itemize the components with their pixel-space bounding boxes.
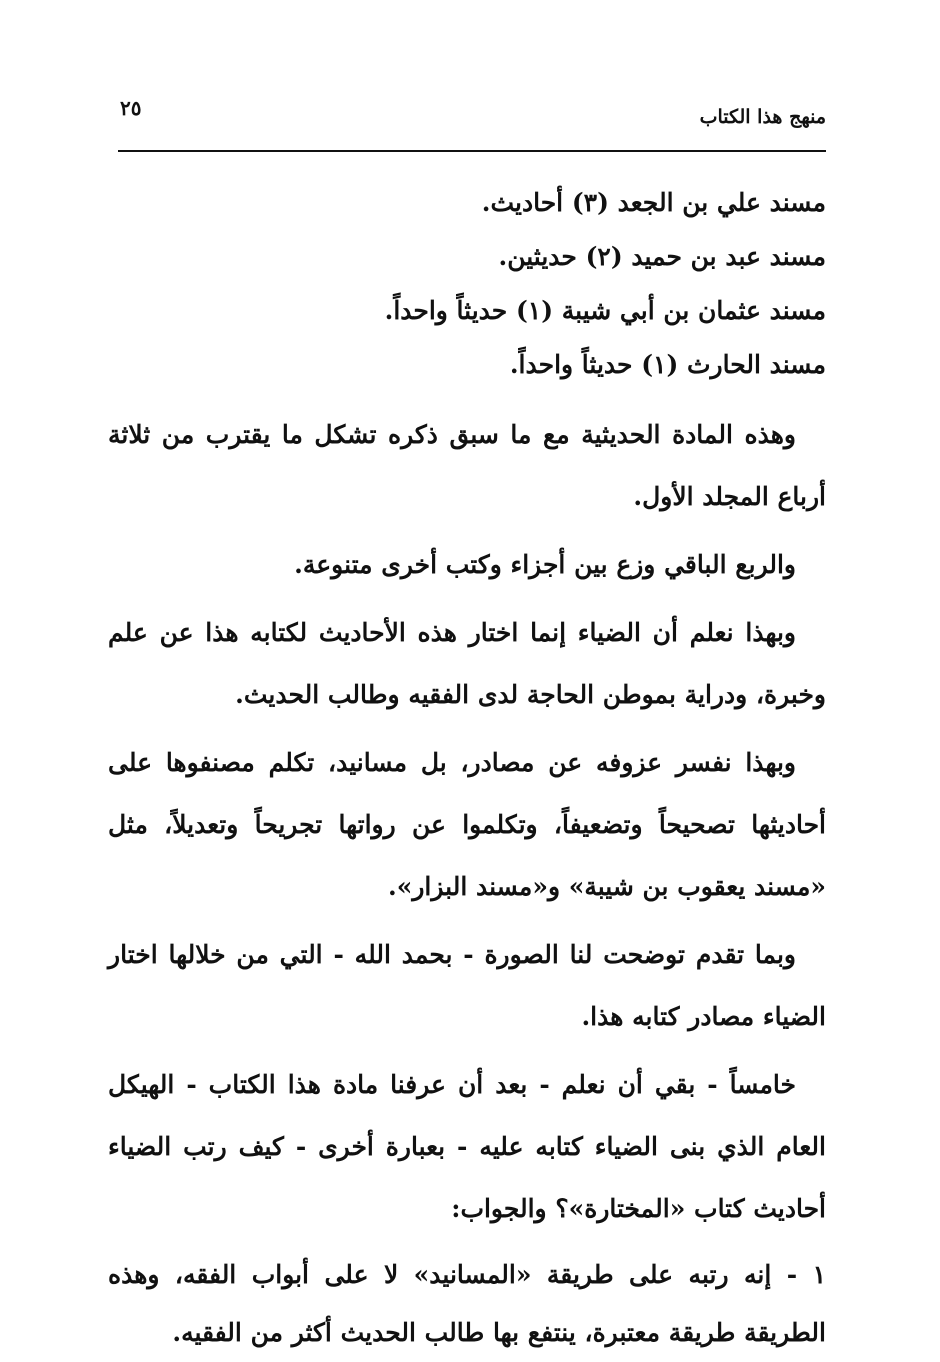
page-number: ٢٥: [120, 96, 142, 120]
spacer: [108, 392, 826, 404]
list-item: مسند علي بن الجعد (٣) أحاديث.: [481, 188, 826, 217]
paragraph: والربع الباقي وزع بين أجزاء وكتب أخرى متنوعة.: [294, 550, 796, 579]
paragraph: خامساً - بقي أن نعلم - بعد أن عرفنا مادة هذا الكتاب - الهيكل العام الذي بنى الضياء كتابه عليه - بعبارة أخرى - كيف رتب الضياء أحاديث كتاب «المختارة»؟ والجواب:: [108, 1070, 826, 1223]
list-item: مسند عبد بن حميد (٢) حديثين.: [498, 242, 826, 271]
list-item: مسند عثمان بن أبي شيبة (١) حديثاً واحداً.: [384, 296, 826, 325]
paragraph: وهذه المادة الحديثية مع ما سبق ذكره تشكل ما يقترب من ثلاثة أرباع المجلد الأول.: [108, 420, 826, 511]
page-header: [118, 92, 826, 132]
header-rule: [118, 150, 826, 152]
paragraph: وبهذا نعلم أن الضياء إنما اختار هذه الأحاديث لكتابه هذا عن علم وخبرة، ودراية بموطن الحاجة لدى الفقيه وطالب الحديث.: [108, 618, 826, 709]
list-item: مسند الحارث (١) حديثاً واحداً.: [509, 350, 826, 379]
paragraph: وبهذا نفسر عزوفه عن مصادر، بل مسانيد، تكلم مصنفوها على أحاديثها تصحيحاً وتضعيفاً، وتكلموا عن رواتها تجريحاً وتعديلاً، مثل «مسند يعقوب بن شيبة» و«مسند البزار».: [108, 748, 826, 901]
paragraph: وبما تقدم توضحت لنا الصورة - بحمد الله - التي من خلالها اختار الضياء مصادر كتابه هذا.: [108, 940, 826, 1031]
numbered-item: ١ - إنه رتبه على طريقة «المسانيد» لا على أبواب الفقه، وهذه الطريقة طريقة معتبرة، ينتفع بها طالب الحديث أكثر من الفقيه.: [108, 1260, 826, 1347]
page-body: [108, 176, 826, 1362]
running-title: منهج هذا الكتاب: [699, 106, 826, 128]
